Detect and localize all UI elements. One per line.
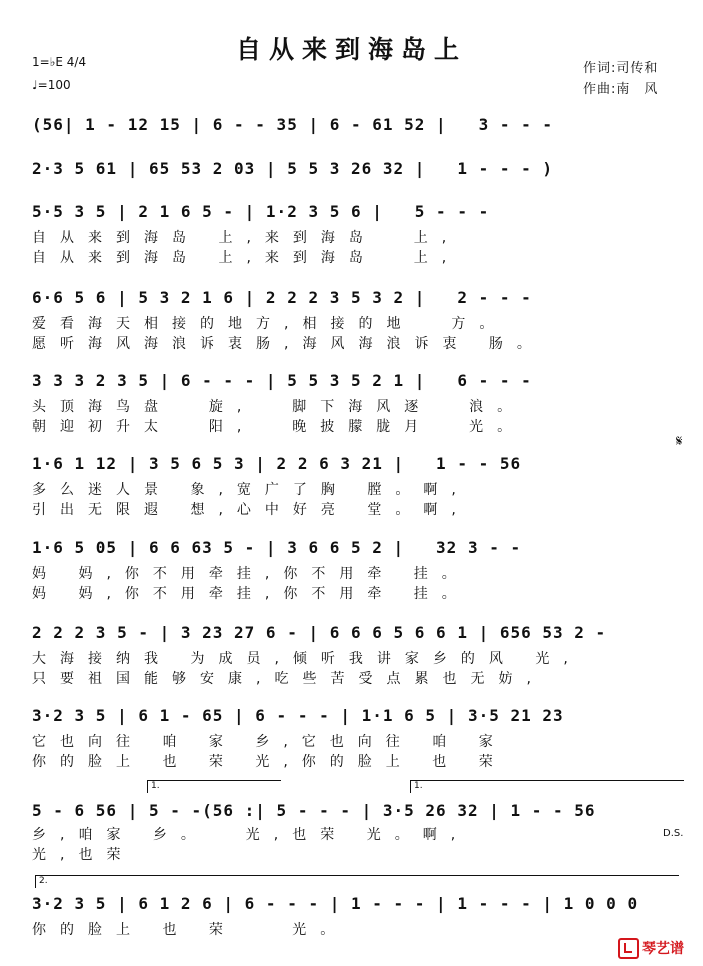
logo-icon bbox=[618, 938, 639, 959]
notes-line: 3 3 3 2 3 5 | 6 - - - | 5 5 3 5 2 1 | 6 - - - bbox=[32, 371, 532, 390]
lyrics-verse-1: 多么迷人景 象,宽广了胸 膛。啊, bbox=[32, 482, 470, 498]
lyrics-verse-2: 光,也荣 bbox=[32, 847, 135, 863]
notes-line: 5·5 3 5 | 2 1 6 5 - | 1·2 3 5 6 | 5 - - - bbox=[32, 202, 490, 221]
page-title: 自从来到海岛上 bbox=[235, 35, 467, 64]
lyrics-verse-2: 妈 妈,你不用牵挂,你不用牵 挂。 bbox=[32, 586, 470, 602]
notes-line: 2·3 5 61 | 65 53 2 03 | 5 5 3 26 32 | 1 - - - ) bbox=[32, 159, 554, 178]
time-signature: 4/4 bbox=[66, 55, 87, 69]
volta-bracket-1b: 1. bbox=[410, 780, 684, 793]
segno-icon: 𝄋 bbox=[676, 432, 683, 450]
lyrics-verse-1: 它也向往 咱 家 乡,它也向往 咱 家 bbox=[32, 734, 507, 750]
notes-line: 6·6 5 6 | 5 3 2 1 6 | 2 2 2 3 5 3 2 | 2 - - - bbox=[32, 288, 532, 307]
lyrics-verse-2: 自从来到海岛 上,来到海岛 上, bbox=[32, 250, 461, 266]
notes-line: 1·6 5 05 | 6 6 63 5 - | 3 6 6 5 2 | 32 3 - - bbox=[32, 538, 522, 557]
site-logo bbox=[618, 937, 698, 959]
key-tempo-block bbox=[32, 54, 86, 94]
lyrics-verse-1: 爱看海天相接的地方,相接的地 方。 bbox=[32, 316, 508, 332]
lyrics-verse-1: 自从来到海岛 上,来到海岛 上, bbox=[32, 230, 461, 246]
key-signature: 1=♭E bbox=[32, 55, 63, 69]
notes-line: 3·2 3 5 | 6 1 2 6 | 6 - - - | 1 - - - | 1 - - - | 1 0 0 0 bbox=[32, 894, 639, 913]
composer-credit: 作曲:南 风 bbox=[583, 82, 659, 97]
lyrics-verse-2: 你的脸上 也 荣 光,你的脸上 也 荣 bbox=[32, 754, 507, 770]
lyrics-verse-1: 妈 妈,你不用牵挂,你不用牵 挂。 bbox=[32, 566, 470, 582]
notes-line: 1·6 1 12 | 3 5 6 5 3 | 2 2 6 3 21 | 1 - - 56 bbox=[32, 454, 522, 473]
lyrics-verse-1: 大海接纳我 为成员,倾听我讲家乡的风 光, bbox=[32, 651, 582, 667]
notes-line: 2 2 2 3 5 - | 3 23 27 6 - | 6 6 6 5 6 6 1 | 656 53 2 - bbox=[32, 623, 607, 642]
logo-text: 琴艺谱 bbox=[642, 941, 684, 957]
lyrics-verse-1: 头顶海鸟盘 旋, 脚下海风逐 浪。 bbox=[32, 399, 526, 415]
notes-line: (56| 1 - 12 15 | 6 - - 35 | 6 - 61 52 | 3 - - - bbox=[32, 115, 554, 134]
notes-line: 5 - 6 56 | 5 - -(56 :| 5 - - - | 3·5 26 32 | 1 - - 56 bbox=[32, 801, 596, 820]
notes-line: 3·2 3 5 | 6 1 - 65 | 6 - - - | 1·1 6 5 | 3·5 21 23 bbox=[32, 706, 564, 725]
lyrics-verse-2: 引出无限遐 想,心中好亮 堂。啊, bbox=[32, 502, 470, 518]
tempo-marking: ♩=100 bbox=[32, 78, 71, 92]
credits-block bbox=[583, 58, 658, 100]
volta-bracket-1: 1. bbox=[147, 780, 281, 793]
lyrics-verse-2: 只要祖国能够安康,吃些苦受点累也无妨, bbox=[32, 671, 545, 687]
lyrics-verse-1: 乡,咱家 乡。 光,也荣 光。啊, bbox=[32, 827, 470, 843]
lyrics-verse-2: 朝迎初升太 阳, 晚披朦胧月 光。 bbox=[32, 419, 526, 435]
lyrics-verse-1: 你的脸上 也 荣 光。 bbox=[32, 922, 349, 938]
lyrics-verse-2: 愿听海风海浪诉衷肠,海风海浪诉衷 肠。 bbox=[32, 336, 545, 352]
ds-marking: D.S. bbox=[663, 828, 684, 839]
volta-bracket-2: 2. bbox=[35, 875, 679, 888]
lyricist-credit: 作词:司传和 bbox=[583, 61, 659, 76]
